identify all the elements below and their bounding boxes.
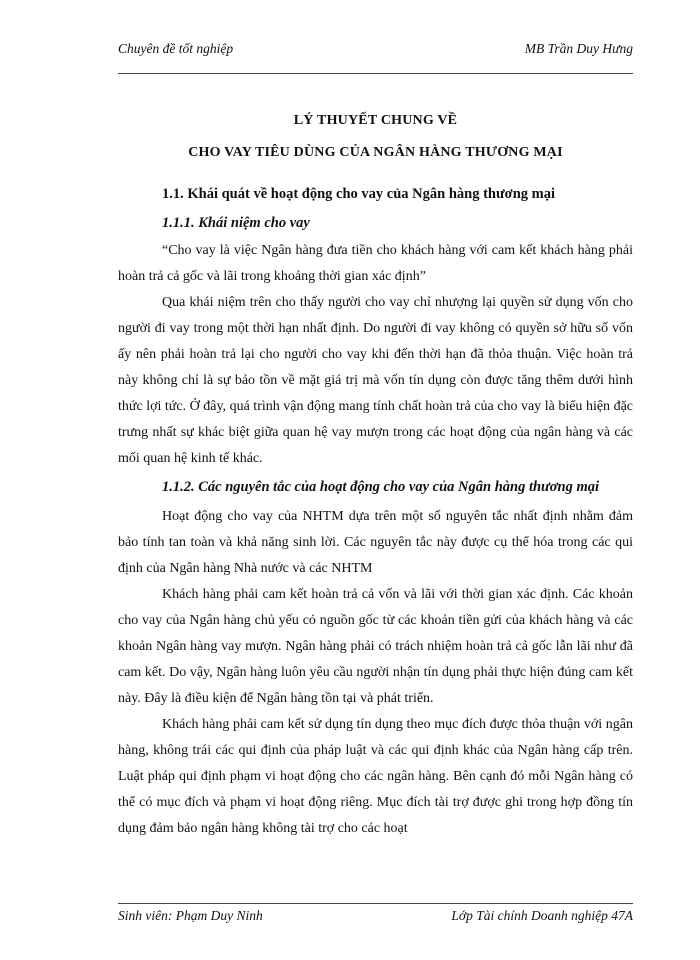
header-left-text: Chuyên đề tốt nghiệp [118, 41, 234, 56]
section-heading-1-1-2: 1.1.2. Các nguyên tắc của hoạt động cho vay của Ngân hàng thương mại [162, 479, 600, 495]
footer-class-name: Lớp Tài chính Doanh nghiệp 47A [451, 908, 633, 923]
paragraph-repayment-principle: Khách hàng phải cam kết hoàn trả cả vốn và lãi với thời gian xác định. Các khoản cho vay của Ngân hàng chủ yếu có nguồn gốc từ các khoản tiền gửi của khách hàng và các khoản Ngân hàng vay mượn. Ngân hàng phải có trách nhiệm hoàn trả cả gốc lẫn lãi như đã cam kết. Do vậy, Ngân hàng luôn yêu cầu người nhận tín dụng phải thực hiện đúng cam kết này. Đây là điều kiện để Ngân hàng tồn tại và phát triển. [118, 587, 633, 706]
section-heading-1-1-1: 1.1.1. Khái niệm cho vay [162, 215, 310, 231]
footer-student-name: Sinh viên: Phạm Duy Ninh [118, 908, 263, 923]
section-heading-1-1: 1.1. Khái quát về hoạt động cho vay của Ngân hàng thương mại [162, 186, 555, 202]
paragraph-definition-quote: “Cho vay là việc Ngân hàng đưa tiền cho khách hàng với cam kết khách hàng phải hoàn trả cả gốc và lãi trong khoảng thời gian xác định” [118, 243, 633, 284]
chapter-title-line-2: CHO VAY TIÊU DÙNG CỦA NGÂN HÀNG THƯƠNG MẠI [188, 145, 563, 160]
page-content [118, 113, 633, 842]
page-footer [118, 903, 633, 934]
header-right-text: MB Trần Duy Hưng [524, 41, 633, 56]
paragraph-purpose-principle: Khách hàng phải cam kết sử dụng tín dụng theo mục đích được thỏa thuận với ngân hàng, không trái các qui định của pháp luật và các qui định khác của Ngân hàng cấp trên. Luật pháp qui định phạm vi hoạt động cho các ngân hàng. Bên cạnh đó mỗi Ngân hàng có thể có mục đích và phạm vi hoạt động riêng. Mục đích tài trợ được ghi trong hợp đồng tín dụng đảm bảo ngân hàng không tài trợ cho các hoạt [118, 717, 633, 836]
paragraph-definition-explanation: Qua khái niệm trên cho thấy người cho vay chỉ nhượng lại quyền sử dụng vốn cho người đi vay trong một thời hạn nhất định. Do người đi vay không có quyền sở hữu số vốn ấy nên phải hoàn trả lại cho người cho vay khi đến thời hạn đã thỏa thuận. Việc hoàn trả này không chỉ là sự bảo tồn về mặt giá trị mà vốn tín dụng còn được tăng thêm dưới hình thức lợi tức. Ở đây, quá trình vận động mang tính chất hoàn trả của cho vay là biểu hiện đặc trưng nhất sự khác biệt giữa quan hệ vay mượn trong các hoạt động của ngân hàng và các mối quan hệ kinh tế khác. [118, 295, 633, 466]
page-header [118, 41, 633, 74]
paragraph-principles-intro: Hoạt động cho vay của NHTM dựa trên một số nguyên tắc nhất định nhằm đảm bảo tính tan toàn và khả năng sinh lời. Các nguyên tắc này được cụ thể hóa trong các qui định của Ngân hàng Nhà nước và các NHTM [118, 509, 633, 576]
chapter-title-line-1: LÝ THUYẾT CHUNG VỀ [293, 113, 458, 128]
